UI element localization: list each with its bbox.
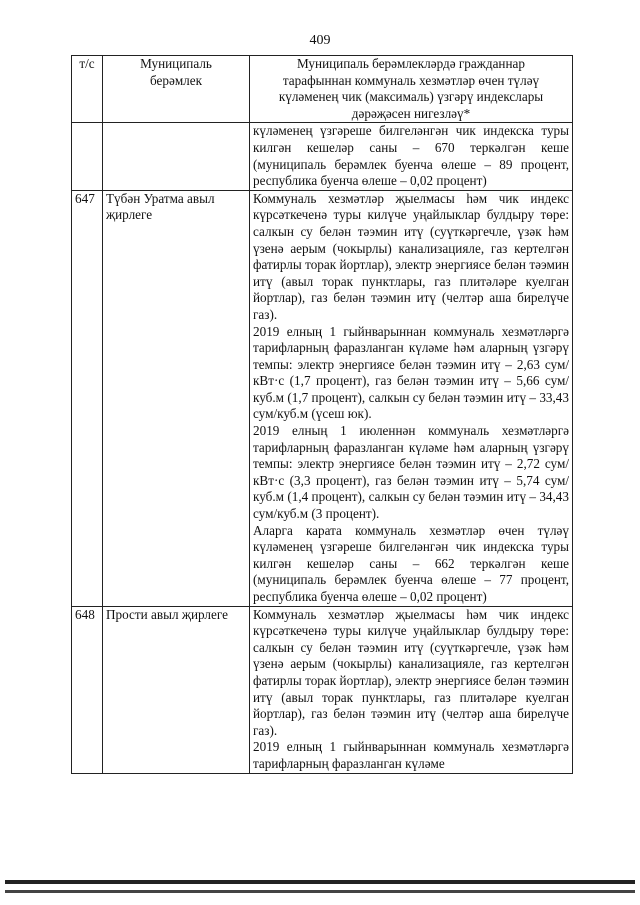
table-row <box>72 190 573 606</box>
description-paragraph: 2019 елның 1 июленнән коммуналь хезмәтләргә тарифларның фаразланган күләме һәм аларның үзгәрү темпы: электр энергиясе белән тәэмин итү – 2,72 сум/кВт·с (3,3 процент), газ белән тәэмин итү – 5,74 сум/куб.м (1,4 процент), салкын су белән тәэмин итү – 34,43 сум/куб.м (3 процент). <box>253 423 569 522</box>
row-number: 648 <box>72 606 103 773</box>
row-description <box>250 190 573 606</box>
description-paragraph: 2019 елның 1 гыйнварыннан коммуналь хезмәтләргә тарифларның фаразланган күләме һәм аларның үзгәрү темпы: электр энергиясе белән тәэмин итү – 2,63 сум/кВт·с (1,7 процент), газ белән тәэмин итү – 5,66 сум/куб.м (1,7 процент), салкын су белән тәэмин итү – 33,43 сум/куб.м (үсеш юк). <box>253 323 569 422</box>
table-header-row <box>72 56 573 123</box>
header-basis-line: Муниципаль берәмлекләрдә гражданнар <box>297 56 525 71</box>
header-basis-line: дәрәҗәсен нигезләү* <box>351 105 471 121</box>
row-description <box>250 123 573 190</box>
header-basis <box>250 56 573 123</box>
header-basis-line: тарафыннан коммуналь хезмәтләр өчен түләү <box>282 72 540 88</box>
tariff-table <box>71 55 573 774</box>
row-municipality: Прости авыл җирлеге <box>103 606 250 773</box>
row-municipality: Түбән Уратма авыл җирлеге <box>103 190 250 606</box>
description-paragraph: Коммуналь хезмәтләр җыелмасы һәм чик индекс күрсәткеченә туры килүче уңайлыклар булдыру төре: салкын су белән тәэмин итү (суүткәргечле, үзәк һәм үзенә аерым (чокырлы) канализацияле, газ кертелгән фатирлы торак йортлар), электр энергиясе белән тәэмин итү (авыл торак пунктлары, газ плитәләре куелган йортлар), газ белән тәэмин итү (челтәр аша бирелүче газ). <box>253 606 569 738</box>
scan-bottom-rule <box>5 880 635 884</box>
page-number: 409 <box>309 33 331 48</box>
header-municipality-line: берәмлек <box>149 72 203 88</box>
description-paragraph: 2019 елның 1 гыйнварыннан коммуналь хезмәтләргә тарифларның фаразланган күләме <box>253 739 569 771</box>
row-number: 647 <box>72 190 103 606</box>
table-row <box>72 606 573 773</box>
description-paragraph: күләменең үзгәреше билгеләнгән чик индекска туры килгән кешеләр саны – 670 теркәлгән кеше (муниципаль берәмлек буенча өлеше – 89 процент, республика буенча өлеше – 0,02 процент) <box>253 123 569 189</box>
scan-bottom-rule <box>5 890 635 893</box>
header-number: т/с <box>72 56 103 123</box>
row-number <box>72 123 103 190</box>
description-paragraph: Коммуналь хезмәтләр җыелмасы һәм чик индекс күрсәткеченә туры килүче уңайлыклар булдыру төре: салкын су белән тәэмин итү (суүткәргечле, үзәк һәм үзенә аерым (чокырлы) канализацияле, газ кертелгән фатирлы торак йортлар), электр энергиясе белән тәэмин итү (авыл торак пунктлары, газ плитәләре куелган йортлар), газ белән тәэмин итү (челтәр аша бирелүче газ). <box>253 190 569 322</box>
description-paragraph: Аларга карата коммуналь хезмәтләр өчен түләү күләменең үзгәреше билгеләнгән чик индекска туры килгән кешеләр саны – 662 теркәлгән кеше (муниципаль берәмлек буенча өлеше – 77 процент, республика буенча өлеше – 0,02 процент) <box>253 522 569 604</box>
row-municipality <box>103 123 250 190</box>
header-municipality-line: Муниципаль <box>140 56 212 71</box>
row-description <box>250 606 573 773</box>
header-basis-line: күләменең чик (максималь) үзгәрү индекслары <box>278 89 544 105</box>
table-row <box>72 123 573 190</box>
header-municipality <box>103 56 250 123</box>
